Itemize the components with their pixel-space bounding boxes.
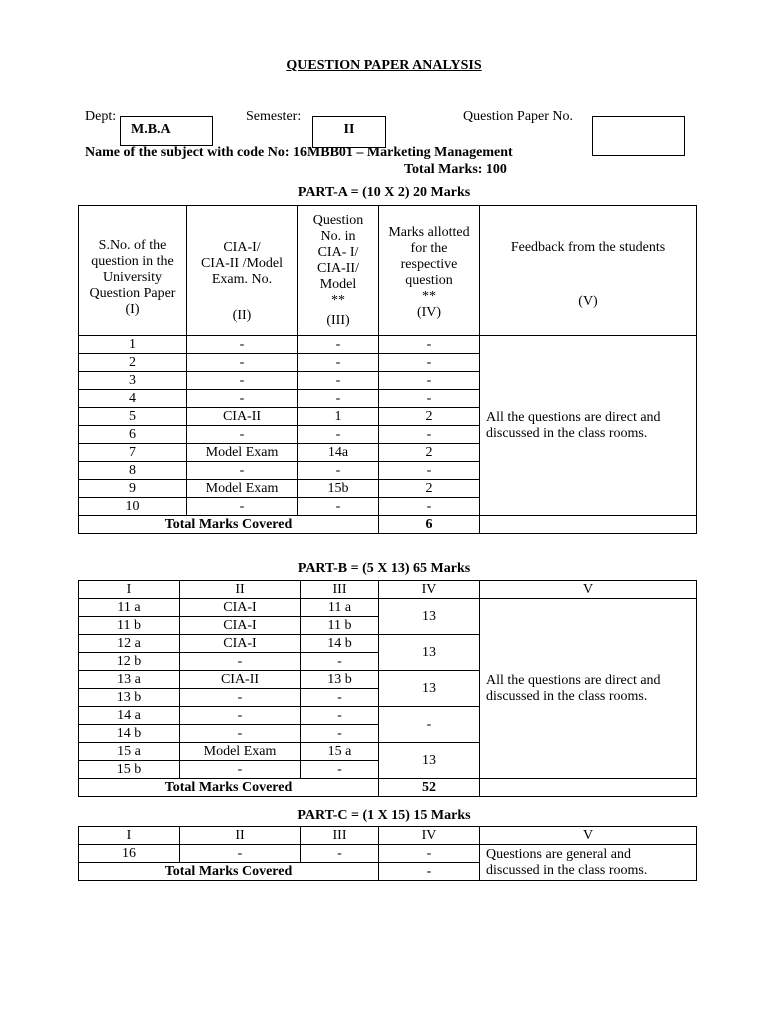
table-cell: CIA-I [180,599,301,617]
part-b-table [78,580,697,797]
table-cell: - [301,845,379,863]
dept-box [120,116,213,146]
table-cell: 12 a [79,635,180,653]
part-c-total-label: Total Marks Covered [79,863,379,881]
part-b-marks-q11: 13 [379,599,480,635]
table-cell: CIA-I [180,617,301,635]
table-cell: V [480,581,697,599]
table-cell: - [298,462,379,480]
table-cell: - [301,689,379,707]
part-b-marks-q15: 13 [379,743,480,779]
table-cell: 4 [79,390,187,408]
table-cell: CIA-II [187,408,298,426]
table-cell: 13 a [79,671,180,689]
semester-label: Semester: [246,109,302,124]
dept-value: M.B.A [131,122,171,137]
semester-box [312,116,386,148]
table-cell: 1 [79,336,187,354]
document-title: QUESTION PAPER ANALYSIS [286,58,482,73]
table-cell: - [180,845,301,863]
table-cell: - [298,336,379,354]
part-a-header-c3: Question No. in CIA- I/ CIA-II/ Model ** (III) [298,206,379,336]
question-paper-no-box [592,116,685,156]
table-row [79,845,697,863]
table-cell: - [298,372,379,390]
part-a-header-c2: CIA-I/ CIA-II /Model Exam. No. (II) [187,206,298,336]
part-c-table [78,826,697,881]
table-cell: - [180,725,301,743]
table-cell: I [79,827,180,845]
table-cell: 15b [298,480,379,498]
table-cell: 11 a [79,599,180,617]
table-cell: - [187,336,298,354]
table-cell: - [187,354,298,372]
part-a-header-c5: Feedback from the students (V) [480,206,697,336]
table-cell: - [379,462,480,480]
table-cell: 15 a [79,743,180,761]
part-a-header-c4: Marks allotted for the respective question ** (IV) [379,206,480,336]
total-marks: Total Marks: 100 [404,162,507,177]
table-cell: V [480,827,697,845]
table-cell: - [180,689,301,707]
part-c-header-row [79,827,697,845]
table-cell: 15 b [79,761,180,779]
table-cell: - [301,725,379,743]
table-cell: - [379,372,480,390]
table-cell: - [301,653,379,671]
table-cell: - [298,498,379,516]
table-cell: - [180,653,301,671]
table-cell: - [379,390,480,408]
part-a-feedback: All the questions are direct and discussed in the class rooms. [480,336,697,516]
part-a-total-row [79,516,697,534]
table-cell: - [187,390,298,408]
table-cell: 16 [79,845,180,863]
table-cell: - [379,336,480,354]
part-b-total-value: 52 [379,779,480,797]
part-b-heading: PART-B = (5 X 13) 65 Marks [297,561,471,576]
table-cell: 11 b [79,617,180,635]
part-b-total-row [79,779,697,797]
table-cell: 3 [79,372,187,390]
table-cell: 11 a [301,599,379,617]
table-cell: 5 [79,408,187,426]
table-cell: - [187,426,298,444]
table-cell: 14 b [301,635,379,653]
table-cell: - [379,498,480,516]
table-cell [480,779,697,797]
question-paper-no-label: Question Paper No. [463,109,574,124]
part-b-marks-q14: - [379,707,480,743]
part-c-feedback: Questions are general and discussed in the class rooms. [480,845,697,881]
table-cell: - [180,707,301,725]
table-cell: 13 b [301,671,379,689]
table-cell: - [298,426,379,444]
table-cell: Model Exam [187,444,298,462]
table-cell: CIA-I [180,635,301,653]
table-cell: 15 a [301,743,379,761]
part-a-header-c1: S.No. of the question in the University Question Paper (I) [79,206,187,336]
table-cell: - [379,354,480,372]
table-cell: - [187,462,298,480]
dept-label: Dept: [85,109,117,124]
table-cell: - [379,845,480,863]
semester-value: II [343,122,355,137]
table-cell: - [298,390,379,408]
table-cell: - [187,498,298,516]
table-cell: I [79,581,180,599]
table-cell: III [301,827,379,845]
part-a-header-row [79,206,697,336]
table-cell: 11 b [301,617,379,635]
table-cell: 2 [379,480,480,498]
part-a-heading: PART-A = (10 X 2) 20 Marks [297,185,471,200]
table-cell: 10 [79,498,187,516]
table-cell: 6 [79,426,187,444]
table-cell: - [379,426,480,444]
table-cell: 2 [379,444,480,462]
table-cell: III [301,581,379,599]
part-b-marks-q13: 13 [379,671,480,707]
table-cell: 9 [79,480,187,498]
part-c-heading: PART-C = (1 X 15) 15 Marks [297,808,471,823]
table-cell: II [180,581,301,599]
table-cell: - [187,372,298,390]
table-cell: - [301,707,379,725]
table-cell: - [298,354,379,372]
table-cell: 13 b [79,689,180,707]
subject-line: Name of the subject with code No: 16MBB01 – Marketing Management [85,145,513,160]
part-a-total-value: 6 [379,516,480,534]
part-b-total-label: Total Marks Covered [79,779,379,797]
table-cell: 12 b [79,653,180,671]
table-cell: 14 a [79,707,180,725]
table-cell: 2 [379,408,480,426]
table-cell: Model Exam [187,480,298,498]
part-b-marks-q12: 13 [379,635,480,671]
part-b-feedback: All the questions are direct and discussed in the class rooms. [480,599,697,779]
table-cell: Model Exam [180,743,301,761]
table-cell: 14 b [79,725,180,743]
table-cell: 14a [298,444,379,462]
table-cell: 1 [298,408,379,426]
table-cell: 7 [79,444,187,462]
table-cell: - [180,761,301,779]
table-row [79,599,697,617]
table-row [79,336,697,354]
table-cell: 8 [79,462,187,480]
table-cell [480,516,697,534]
table-cell: IV [379,581,480,599]
table-cell: II [180,827,301,845]
part-a-table [78,205,697,534]
table-cell: CIA-II [180,671,301,689]
part-b-header-row [79,581,697,599]
table-cell: 2 [79,354,187,372]
table-cell: IV [379,827,480,845]
part-c-total-value: - [379,863,480,881]
table-cell: - [301,761,379,779]
part-a-total-label: Total Marks Covered [79,516,379,534]
